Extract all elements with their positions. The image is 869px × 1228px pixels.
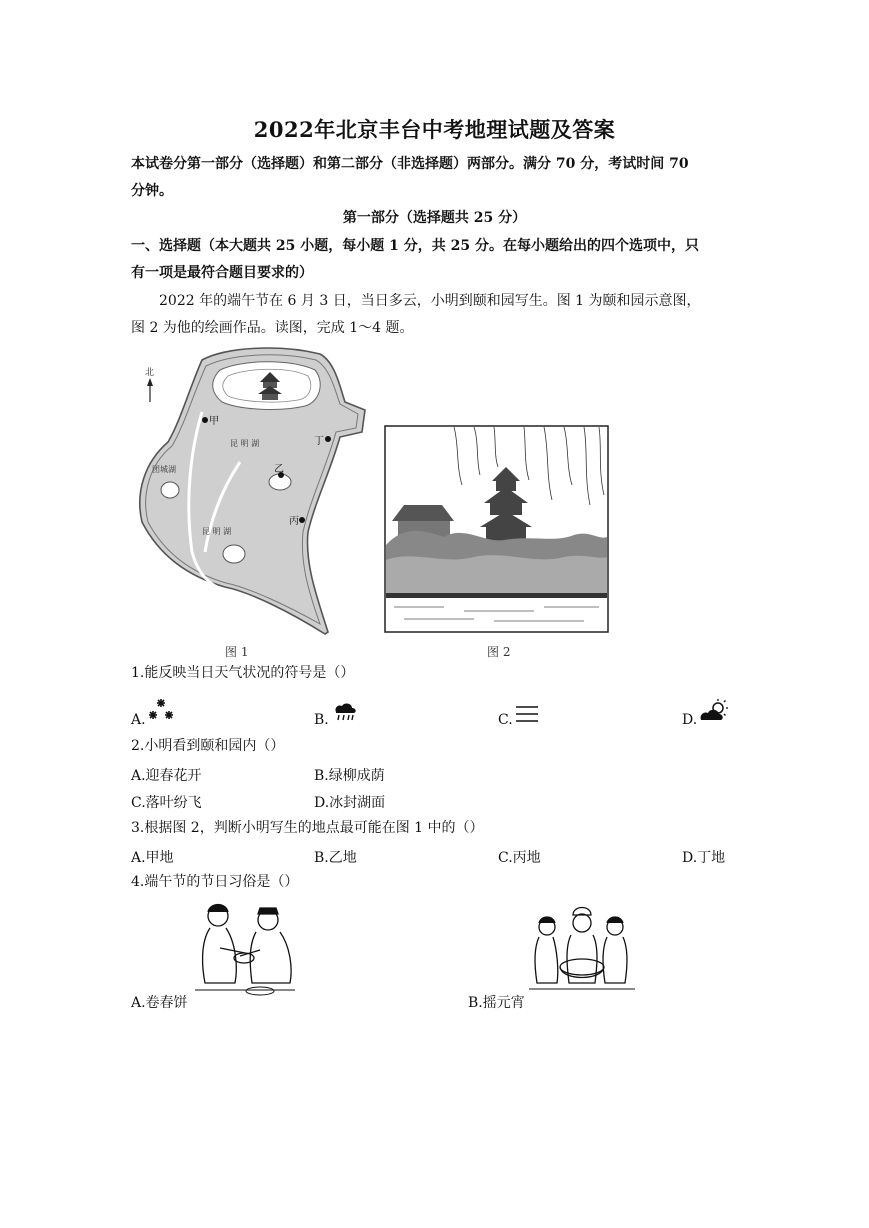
question-3-stem: 3.根据图 2，判断小明写生的地点最可能在图 1 中的（） xyxy=(131,820,484,836)
q1-option-b-label: B. xyxy=(314,712,329,728)
point-bing-label: 丙 xyxy=(289,516,299,527)
spring-roll-illustration xyxy=(190,898,300,996)
point-jia-label: 甲 xyxy=(209,416,219,427)
q4-option-a[interactable]: A.卷春饼 xyxy=(131,995,188,1011)
part1-heading: 第一部分（选择题共 25 分） xyxy=(342,210,527,226)
point-yi-label: 乙 xyxy=(274,464,284,475)
figure-2-drawing xyxy=(384,425,609,635)
q2-option-b[interactable]: B.绿柳成荫 xyxy=(314,768,385,784)
intro-line-1: 本试卷分第一部分（选择题）和第二部分（非选择题）两部分。满分 70 分，考试时间 70 xyxy=(131,156,689,172)
q3-option-d[interactable]: D.丁地 xyxy=(682,850,726,866)
q2-option-d[interactable]: D.冰封湖面 xyxy=(314,795,386,811)
section1-line-1: 一、选择题（本大题共 25 小题，每小题 1 分，共 25 分。在每小题给出的四个选项中，只 xyxy=(131,238,699,254)
north-arrow-icon xyxy=(147,378,153,402)
yuanxiao-illustration xyxy=(527,905,637,995)
q1-option-c[interactable] xyxy=(498,712,513,728)
q1-option-d-label: D. xyxy=(682,712,698,728)
q1-option-b[interactable] xyxy=(314,712,329,728)
q1-option-c-label: C. xyxy=(498,712,513,728)
question-4-stem: 4.端午节的节日习俗是（） xyxy=(131,874,299,890)
cloudy-icon xyxy=(698,698,730,724)
q3-option-b[interactable]: B.乙地 xyxy=(314,850,357,866)
question-2-stem: 2.小明看到颐和园内（） xyxy=(131,738,285,754)
lake-label-2: 团城湖 xyxy=(152,465,176,474)
question-1-stem: 1.能反映当日天气状况的符号是（） xyxy=(131,665,355,681)
page-title: 2022年北京丰台中考地理试题及答案 xyxy=(253,117,616,142)
lake-label-1: 昆 明 湖 xyxy=(230,439,260,448)
north-label: 北 xyxy=(145,368,155,378)
q1-option-d[interactable] xyxy=(682,712,697,728)
figure-2-caption: 图 2 xyxy=(487,645,511,659)
snow-icon xyxy=(146,697,176,723)
q3-option-a[interactable]: A.甲地 xyxy=(131,850,174,866)
fog-icon xyxy=(514,704,540,724)
q2-option-c[interactable]: C.落叶纷飞 xyxy=(131,795,202,811)
q1-option-a-label: A. xyxy=(131,712,146,728)
q2-option-a[interactable]: A.迎春花开 xyxy=(131,768,202,784)
point-ding-label: 丁 xyxy=(314,436,324,447)
q4-option-b[interactable]: B.摇元宵 xyxy=(468,995,525,1011)
figure-1-caption: 图 1 xyxy=(225,645,249,659)
intro-line-2: 分钟。 xyxy=(131,183,173,199)
figure-1-map xyxy=(130,342,375,637)
rain-icon xyxy=(332,702,358,722)
q3-option-c[interactable]: C.丙地 xyxy=(498,850,541,866)
section1-line-2: 有一项是最符合题目要求的） xyxy=(131,265,313,281)
passage-line-1: 2022 年的端午节在 6 月 3 日，当日多云，小明到颐和园写生。图 1 为颐和园示意图， xyxy=(159,293,701,309)
q1-option-a[interactable] xyxy=(131,712,146,728)
passage-line-2: 图 2 为他的绘画作品。读图，完成 1～4 题。 xyxy=(131,320,414,336)
lake-label-3: 昆 明 湖 xyxy=(202,527,232,536)
